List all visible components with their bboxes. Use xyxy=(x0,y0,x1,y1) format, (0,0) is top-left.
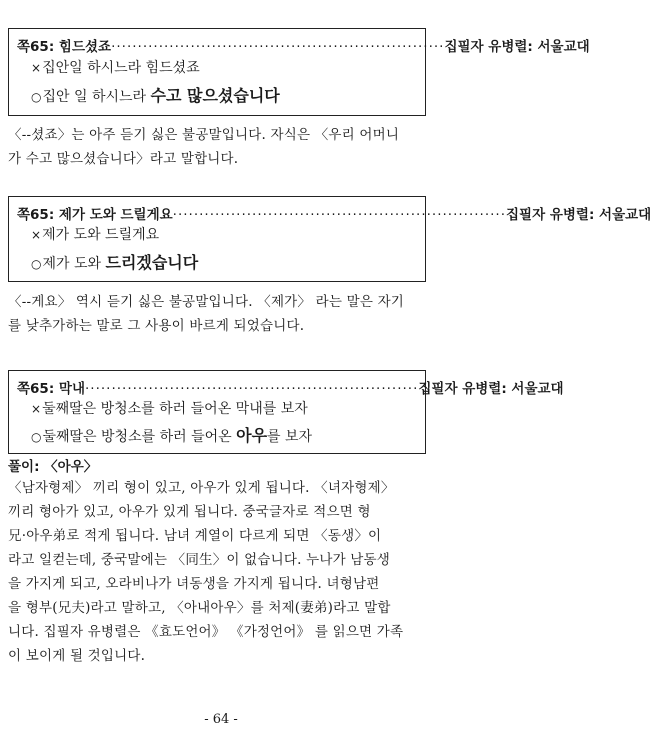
leader-dots: ······························································· xyxy=(172,207,507,223)
right-example xyxy=(31,423,312,446)
right-mark-icon: ○ xyxy=(31,430,42,444)
text-line: 이 보이게 될 것입니다. xyxy=(8,648,146,664)
right-text-tail: 를 보자 xyxy=(267,429,313,445)
text-line: 〈남자형제〉 끼리 형이 있고, 아우가 있게 됩니다. 〈녀자형제〉 xyxy=(8,480,395,496)
text-line: 가 수고 많으셨습니다〉라고 말합니다. xyxy=(8,151,239,167)
entry-heading xyxy=(17,203,651,223)
wrong-text: 집안일 하시느라 힘드셨죠 xyxy=(42,60,200,76)
text-line: 끼리 형아가 있고, 아우가 있게 됩니다. 중국글자로 적으면 형 xyxy=(8,504,371,520)
entry-heading xyxy=(17,35,590,55)
entry-box-2 xyxy=(8,196,651,282)
leader-dots: ······························································· xyxy=(111,39,445,55)
wrong-text: 둘째딸은 방청소를 하러 들어온 막내를 보자 xyxy=(42,401,308,417)
text-line: 니다. 집필자 유병렬은 《효도언어》 《가정언어》 를 읽으면 가족 xyxy=(8,624,404,640)
right-emphasis: 수고 많으셨습니다 xyxy=(150,86,280,105)
author-credit: 집필자 유병렬: 서울교대 xyxy=(418,381,564,397)
right-text: 제가 도와 xyxy=(42,256,106,272)
right-example xyxy=(31,83,280,106)
text-line: 〈--게요〉 역시 듣기 싫은 불공말입니다. 〈제가〉 라는 말은 자기 xyxy=(8,294,405,310)
text-line: 라고 일컫는데, 중국말에는 〈同生〉이 없습니다. 누나가 남동생 xyxy=(8,552,391,568)
entry-box-3 xyxy=(8,370,564,454)
explanation-1 xyxy=(8,123,434,171)
solution-label: 풀이: 〈아우〉 xyxy=(8,459,98,475)
wrong-example xyxy=(31,57,200,77)
entry-heading xyxy=(17,377,564,397)
right-emphasis: 아우 xyxy=(236,426,268,445)
wrong-mark-icon: × xyxy=(31,61,42,75)
wrong-example xyxy=(31,398,308,418)
leader-dots: ······························································· xyxy=(85,381,419,397)
entry-label: 쪽65: 제가 도와 드릴게요 xyxy=(17,207,173,223)
right-emphasis: 드리겠습니다 xyxy=(105,253,199,272)
entry-box-1 xyxy=(8,28,590,116)
right-mark-icon: ○ xyxy=(31,90,42,104)
author-credit: 집필자 유병렬: 서울교대 xyxy=(444,39,590,55)
wrong-mark-icon: × xyxy=(31,402,42,416)
right-text: 집안 일 하시느라 xyxy=(42,89,151,105)
wrong-mark-icon: × xyxy=(31,228,42,242)
text-line: 兄·아우弟로 적게 됩니다. 남녀 계열이 다르게 되면 〈동생〉이 xyxy=(8,528,382,544)
solution-body xyxy=(8,476,434,668)
explanation-2 xyxy=(8,290,434,338)
entry-label: 쪽65: 막내 xyxy=(17,381,86,397)
text-line: 을 형부(兄夫)라고 말하고, 〈아내아우〉를 처제(妻弟)라고 말합 xyxy=(8,600,391,616)
right-example xyxy=(31,250,198,273)
text-line: 〈--셨죠〉는 아주 듣기 싫은 불공말입니다. 자식은 〈우리 어머니 xyxy=(8,127,400,143)
text-line: 을 가지게 되고, 오라비나가 녀동생을 가지게 됩니다. 녀형남편 xyxy=(8,576,380,592)
wrong-example xyxy=(31,224,159,244)
author-credit: 집필자 유병렬: 서울교대 xyxy=(506,207,651,223)
entry-label: 쪽65: 힘드셨죠 xyxy=(17,39,112,55)
right-mark-icon: ○ xyxy=(31,257,42,271)
right-text: 둘째딸은 방청소를 하러 들어온 xyxy=(42,429,237,445)
wrong-text: 제가 도와 드릴게요 xyxy=(42,227,160,243)
page-number: - 64 - xyxy=(204,712,238,727)
text-line: 를 낮추가하는 말로 그 사용이 바르게 되었습니다. xyxy=(8,318,305,334)
